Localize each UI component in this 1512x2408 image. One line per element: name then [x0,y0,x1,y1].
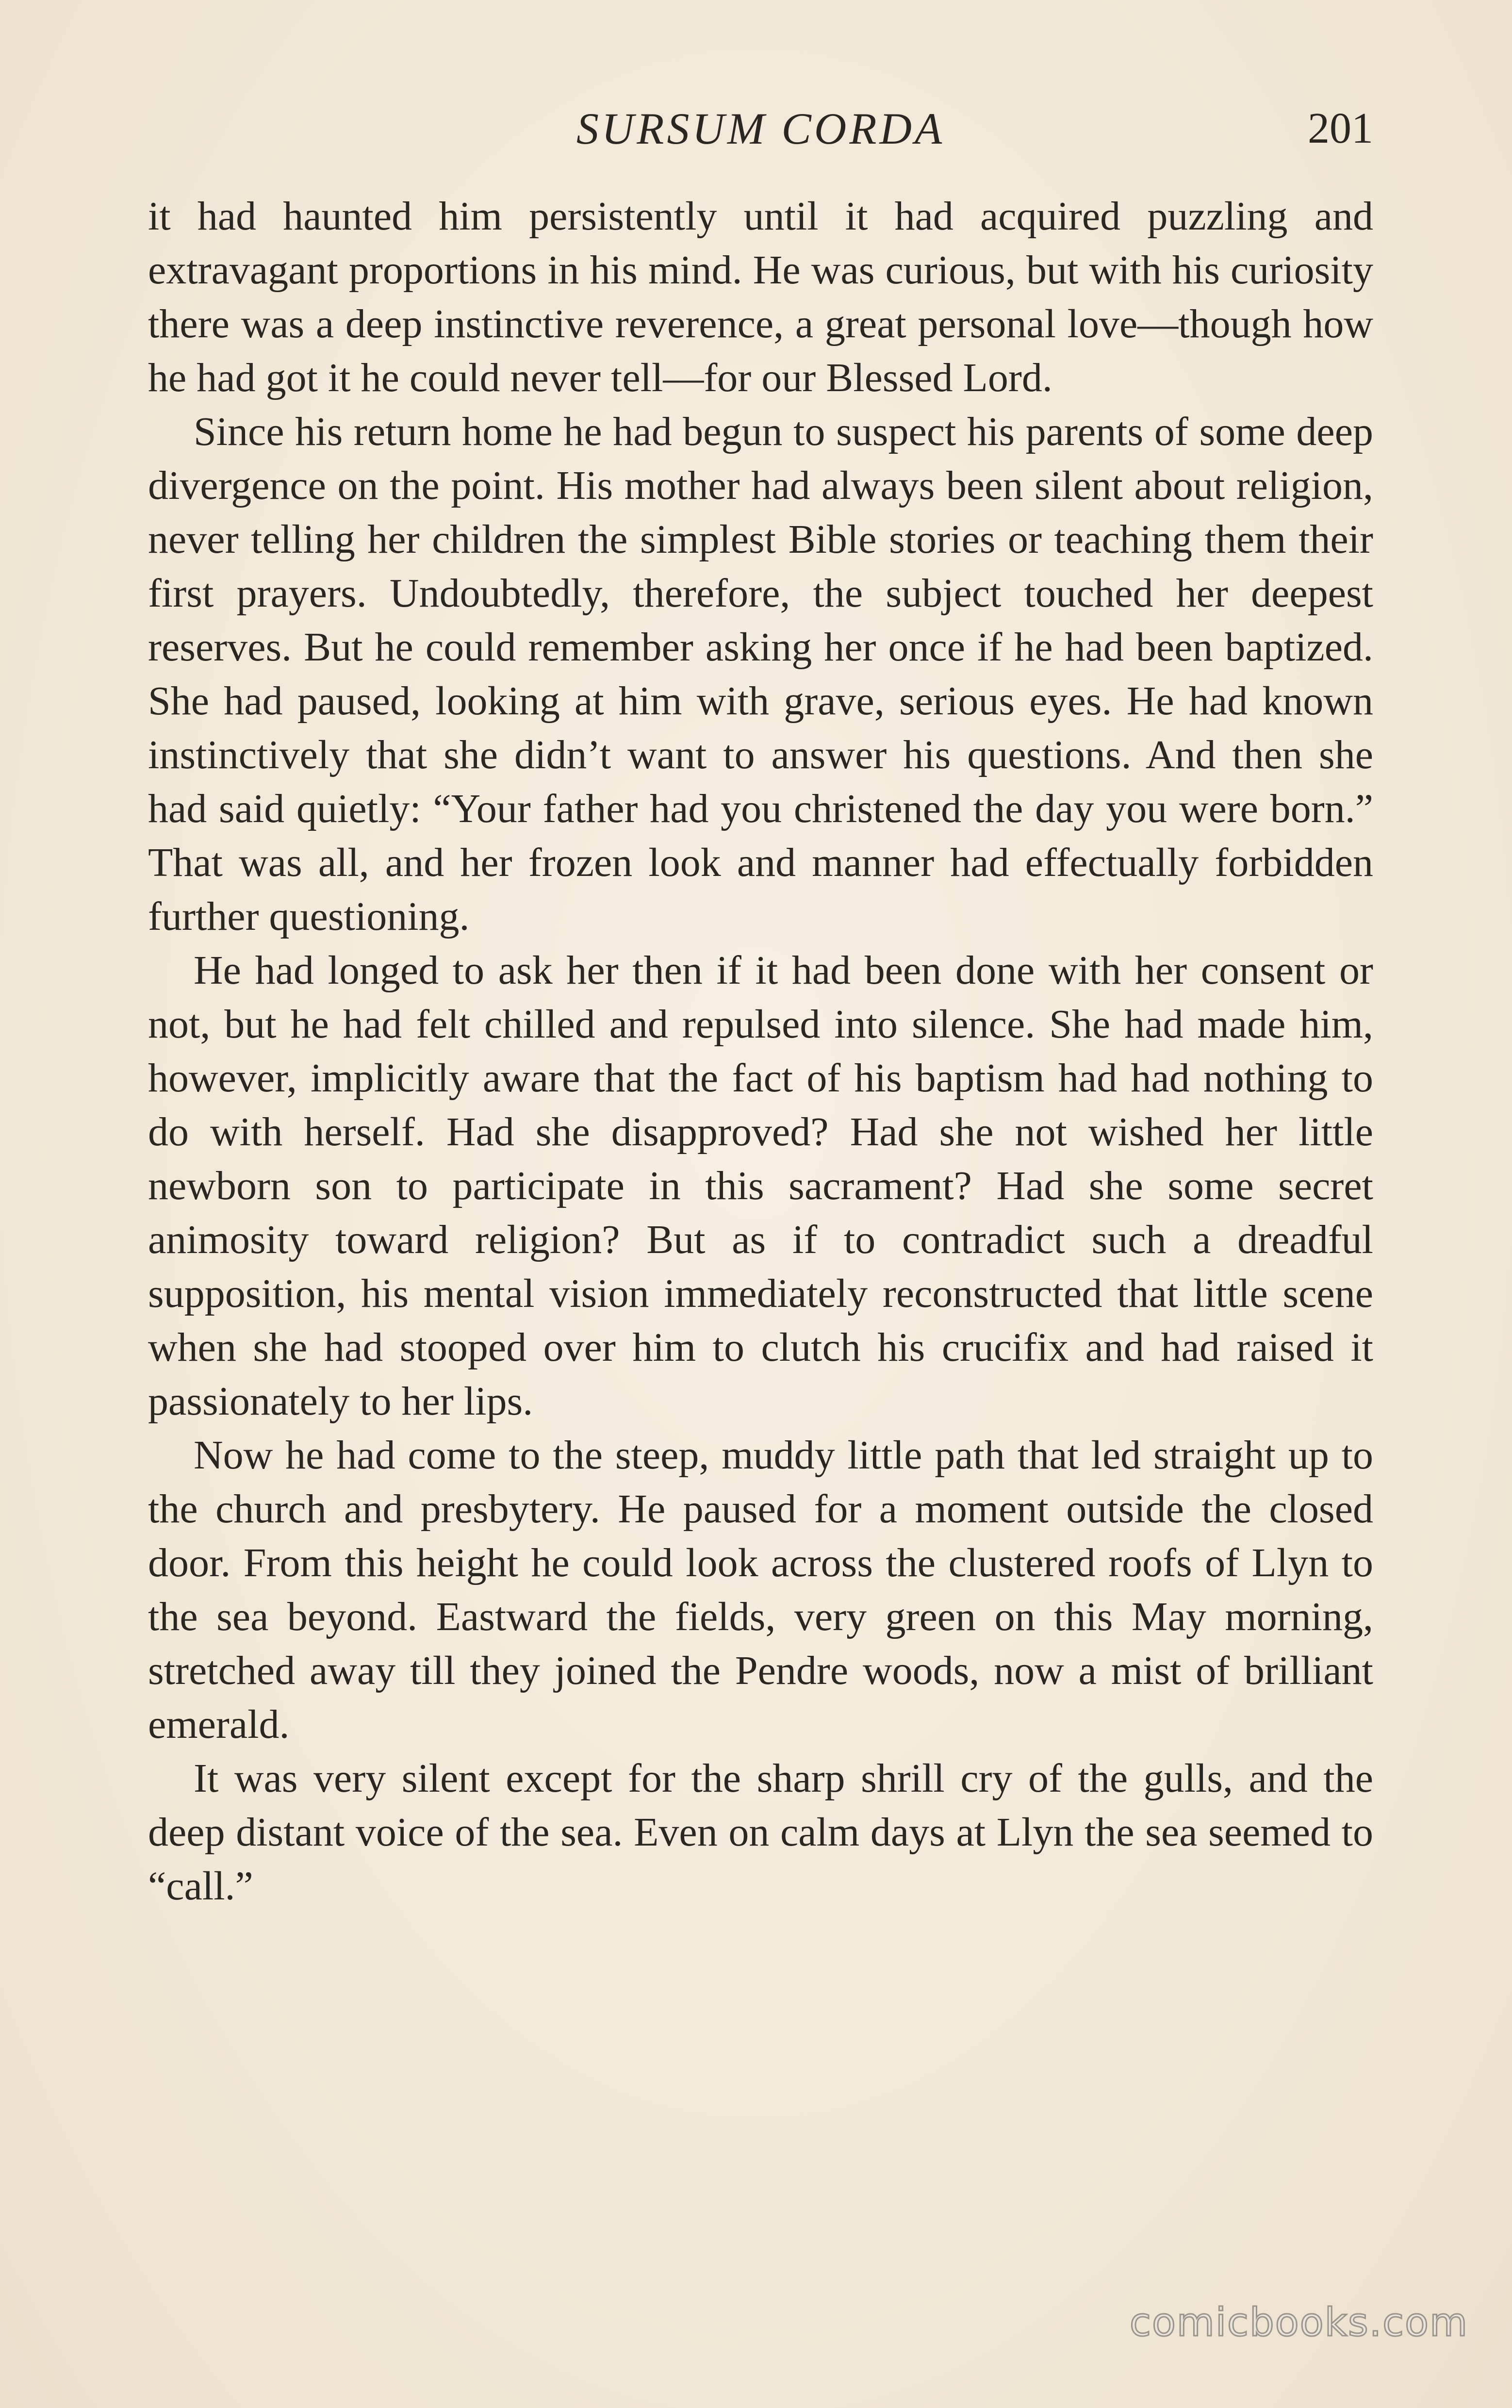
running-head [148,99,1373,158]
watermark: comicbooks.com [1129,2300,1468,2345]
running-title: SURSUM CORDA [576,104,945,153]
paragraph-1: it had haunted him persistently until it had acquired puzzling and extravagant proportions in his mind. He was curious, but with his curiosity there was a deep instinctive reverence, a great personal love—though how he had got it he could never tell—for our Blessed Lord. [148,194,1373,400]
paragraph-3: He had longed to ask her then if it had been done with her consent or not, but he had felt chilled and repulsed into silence. She had made him, however, implicitly aware that the fact of his baptism had had nothing to do with herself. Had she disapproved? Had she not wished her little newborn son to participate in this sacrament? Had she some secret animosity toward religion? But as if to contradict such a dreadful supposition, his mental vision immediately reconstructed that little scene when she had stooped over him to clutch his crucifix and had raised it passionately to her lips. [148,948,1373,1424]
body-text [148,189,1373,1913]
paragraph-4: Now he had come to the steep, muddy little path that led straight up to the church and presbytery. He paused for a moment outside the closed door. From this height he could look across the clustered roofs of Llyn to the sea beyond. Eastward the fields, very green on this May morning, stretched away till they joined the Pendre woods, now a mist of brilliant emerald. [148,1433,1373,1747]
paragraph-2: Since his return home he had begun to suspect his parents of some deep divergence on the point. His mother had always been silent about religion, never telling her children the simplest Bible stories or teaching them their first prayers. Undoubtedly, therefore, the subject touched her deepest reserves. But he could remember asking her once if he had been baptized. She had paused, looking at him with grave, serious eyes. He had known instinctively that she didn’t want to answer his questions. And then she had said quietly: “Your father had you christened the day you were born.” That was all, and her frozen look and manner had effectually forbidden further questioning. [148,409,1373,939]
page-number: 201 [1308,104,1373,152]
paragraph-5: It was very silent except for the sharp shrill cry of the gulls, and the deep distant voice of the sea. Even on calm days at Llyn the sea seemed to “call.” [148,1756,1373,1909]
